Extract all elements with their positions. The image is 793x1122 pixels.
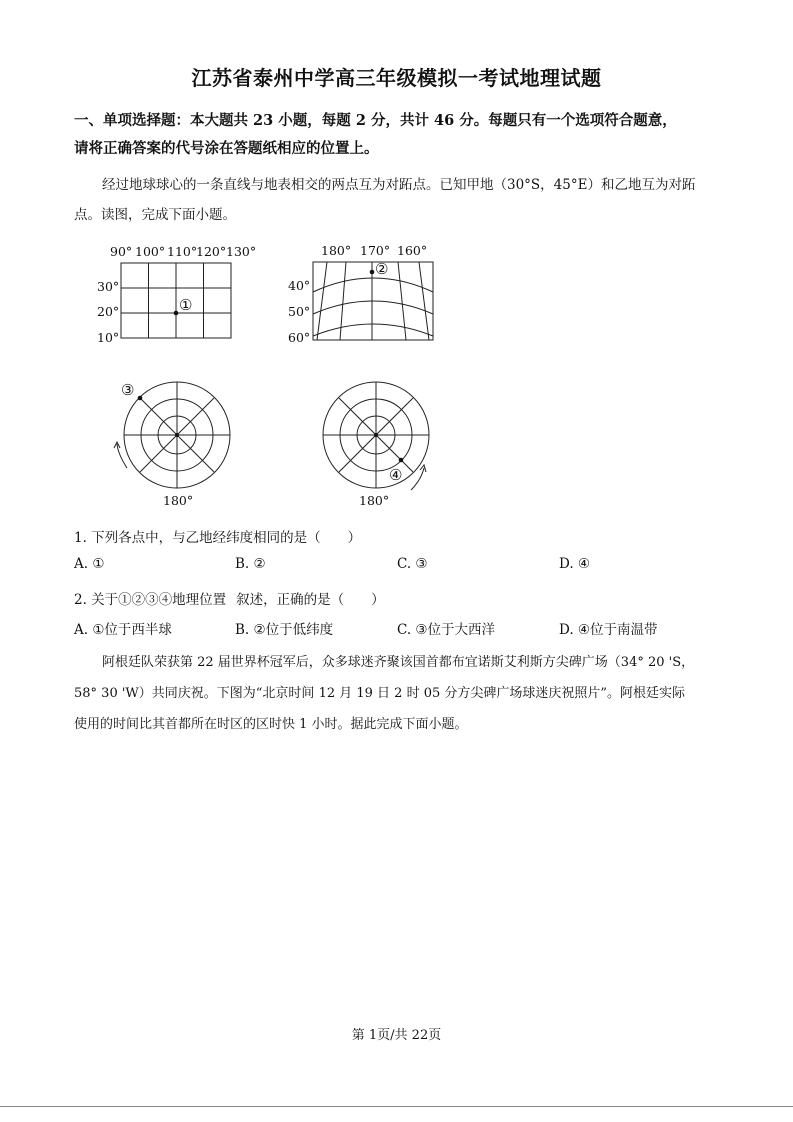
figure-polar-view-3 bbox=[105, 368, 245, 513]
map1-point-label: ① bbox=[179, 296, 193, 314]
passage-line3: 使用的时间比其首都所在时区的区时快 1 小时。据此完成下面小题。 bbox=[74, 717, 468, 732]
map1-left-label: 10° bbox=[97, 330, 120, 345]
map1-top-label: 120° bbox=[196, 244, 227, 259]
map1-top-label: 110° bbox=[167, 244, 198, 259]
passage-line2: 58° 30 'W）共同庆祝。下图为“北京时间 12 月 19 日 2 时 05 分方尖碑广场球迷庆祝照片”。阿根廷实际 bbox=[74, 686, 686, 701]
q2-option-d[interactable]: D. ④位于南温带 bbox=[559, 622, 658, 638]
polar3-longitude-label: 180° bbox=[163, 493, 194, 508]
q1-option-a[interactable]: A. ① bbox=[74, 556, 105, 572]
q1-option-b[interactable]: B. ② bbox=[235, 556, 266, 572]
q2-option-b[interactable]: B. ②位于低纬度 bbox=[235, 622, 334, 638]
q1-option-c[interactable]: C. ③ bbox=[397, 556, 428, 572]
map2-point-label: ② bbox=[375, 260, 389, 278]
map2-top-label: 180° bbox=[321, 243, 352, 258]
question-2-stem-part-a: 2. 关于①②③④地理位置 bbox=[74, 592, 227, 608]
figure-grid-map-1 bbox=[95, 238, 265, 348]
passage-line1: 阿根廷队荣获第 22 届世界杯冠军后，众多球迷齐聚该国首都布宜诺斯艾利斯方尖碑广场（34° 20 'S， bbox=[102, 655, 695, 670]
figure-grid-map-2 bbox=[285, 238, 440, 348]
map1-left-label: 20° bbox=[97, 304, 120, 319]
map1-top-label: 100° bbox=[135, 244, 166, 259]
section-heading-line2: 请将正确答案的代号涂在答题纸相应的位置上。 bbox=[74, 140, 379, 157]
map1-top-label: 130° bbox=[226, 244, 257, 259]
map2-left-label: 60° bbox=[288, 330, 311, 345]
page-title: 江苏省泰州中学高三年级模拟一考试地理试题 bbox=[191, 66, 602, 90]
question-2-stem-part-b: 叙述，正确的是（ ） bbox=[236, 592, 385, 608]
q2-option-a[interactable]: A. ①位于西半球 bbox=[74, 622, 172, 638]
intro-line1: 经过地球球心的一条直线与地表相交的两点互为对跖点。已知甲地（30°S，45°E）和乙地互为对跖 bbox=[102, 177, 696, 193]
map2-point-dot bbox=[370, 270, 375, 275]
map2-left-label: 50° bbox=[288, 304, 311, 319]
map1-left-label: 30° bbox=[97, 279, 120, 294]
polar3-point-dot bbox=[138, 396, 143, 401]
polar4-longitude-label: 180° bbox=[359, 493, 390, 508]
page-footer: 第 1页/共 22页 bbox=[351, 1028, 442, 1043]
intro-line2: 点。读图，完成下面小题。 bbox=[74, 207, 236, 223]
map1-grid-lines bbox=[121, 263, 231, 338]
section-heading-line1: 一、单项选择题：本大题共 23 小题，每题 2 分，共计 46 分。每题只有一个选项符合题意， bbox=[74, 112, 677, 129]
map1-point-dot bbox=[174, 311, 179, 316]
figure-polar-view-4 bbox=[305, 368, 445, 513]
question-1-stem: 1. 下列各点中，与乙地经纬度相同的是（ ） bbox=[74, 530, 362, 546]
polar4-point-label: ④ bbox=[389, 466, 403, 484]
map2-left-label: 40° bbox=[288, 278, 311, 293]
q2-option-c[interactable]: C. ③位于大西洋 bbox=[397, 622, 496, 638]
polar4-point-dot bbox=[399, 458, 404, 463]
map2-top-label: 160° bbox=[397, 243, 428, 258]
question-2-stem bbox=[74, 588, 385, 608]
q1-option-d[interactable]: D. ④ bbox=[559, 556, 591, 572]
map1-top-label: 90° bbox=[110, 244, 133, 259]
polar3-point-label: ③ bbox=[121, 381, 135, 399]
map2-top-label: 170° bbox=[360, 243, 391, 258]
bottom-divider bbox=[0, 1106, 793, 1107]
